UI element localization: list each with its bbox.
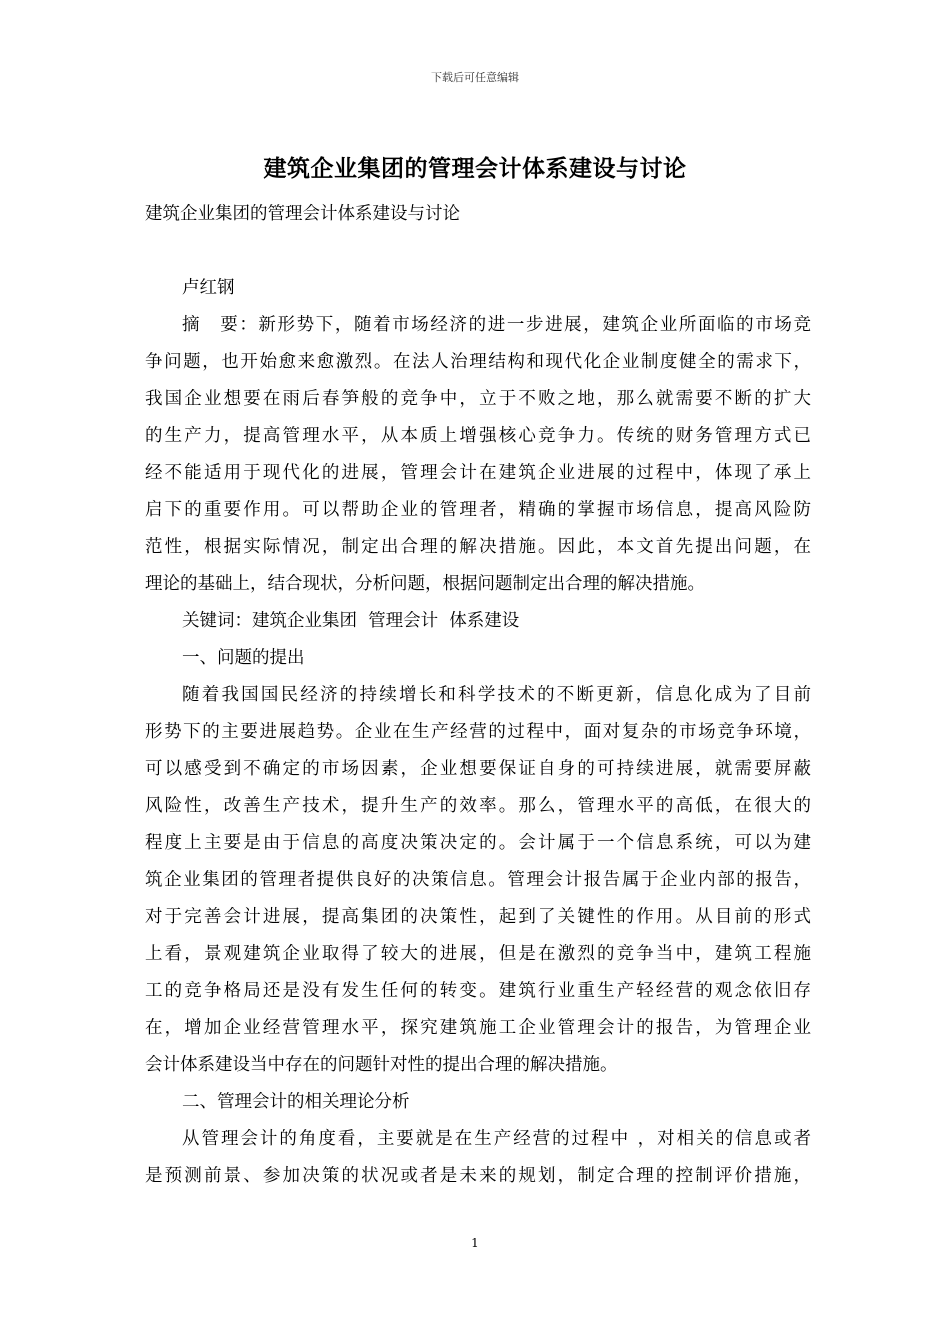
paragraph-line: 风险性，改善生产技术，提升生产的效率。那么，管理水平的高低，在很大的 xyxy=(145,796,811,816)
section-heading: 一、问题的提出 xyxy=(182,648,305,668)
paragraph-line: 上看，景观建筑企业取得了较大的进展，但是在激烈的竞争当中，建筑工程施 xyxy=(145,944,811,964)
paragraph-line: 我国企业想要在雨后春笋般的竞争中，立于不败之地，那么就需要不断的扩大 xyxy=(145,389,811,409)
paragraph-line: 理论的基础上，结合现状，分析问题，根据问题制定出合理的解决措施。 xyxy=(145,574,705,594)
document-body xyxy=(145,196,811,1195)
document-title: 建筑企业集团的管理会计体系建设与讨论 xyxy=(263,155,687,182)
paragraph-line: 争问题，也开始愈来愈激烈。在法人治理结构和现代化企业制度健全的需求下， xyxy=(145,352,811,372)
paragraph-line: 启下的重要作用。可以帮助企业的管理者，精确的掌握市场信息，提高风险防 xyxy=(145,500,811,520)
paragraph-line: 经不能适用于现代化的进展，管理会计在建筑企业进展的过程中，体现了承上 xyxy=(145,463,811,483)
paragraph-line: 随着我国国民经济的持续增长和科学技术的不断更新，信息化成为了目前 xyxy=(182,685,811,705)
paragraph-line: 的生产力，提高管理水平，从本质上增强核心竞争力。传统的财务管理方式已 xyxy=(145,426,811,446)
header-note: 下载后可任意编辑 xyxy=(431,71,519,84)
section-heading: 二、管理会计的相关理论分析 xyxy=(182,1092,410,1112)
paragraph-line: 在，增加企业经营管理水平，探究建筑施工企业管理会计的报告，为管理企业 xyxy=(145,1018,811,1038)
paragraph-line: 程度上主要是由于信息的高度决策决定的。会计属于一个信息系统，可以为建 xyxy=(145,833,811,853)
paragraph-line: 是预测前景、参加决策的状况或者是未来的规划，制定合理的控制评价措施， xyxy=(145,1166,811,1186)
section1-paragraph xyxy=(145,677,811,1084)
paragraph-line: 可以感受到不确定的市场因素，企业想要保证自身的可持续进展，就需要屏蔽 xyxy=(145,759,811,779)
blank-line xyxy=(145,233,811,270)
paragraph-line: 筑企业集团的管理者提供良好的决策信息。管理会计报告属于企业内部的报告， xyxy=(145,870,811,890)
paragraph-line: 范性，根据实际情况，制定出合理的解决措施。因此，本文首先提出问题，在 xyxy=(145,537,811,557)
page-number: 1 xyxy=(471,1236,479,1250)
section2-paragraph xyxy=(145,1121,811,1195)
paragraph-line: 会计体系建设当中存在的问题针对性的提出合理的解决措施。 xyxy=(145,1055,618,1075)
author-name: 卢红钢 xyxy=(182,278,235,298)
document-subtitle: 建筑企业集团的管理会计体系建设与讨论 xyxy=(145,204,460,224)
keywords: 关键词：建筑企业集团 管理会计 体系建设 xyxy=(182,611,520,631)
paragraph-line: 摘 要：新形势下，随着市场经济的进一步进展，建筑企业所面临的市场竞 xyxy=(182,315,811,335)
paragraph-line: 工的竞争格局还是没有发生任何的转变。建筑行业重生产轻经营的观念依旧存 xyxy=(145,981,811,1001)
paragraph-line: 从管理会计的角度看，主要就是在生产经营的过程中 ，对相关的信息或者 xyxy=(182,1129,811,1149)
abstract-paragraph xyxy=(145,307,811,603)
paragraph-line: 对于完善会计进展，提高集团的决策性，起到了关键性的作用。从目前的形式 xyxy=(145,907,811,927)
paragraph-line: 形势下的主要进展趋势。企业在生产经营的过程中，面对复杂的市场竞争环境， xyxy=(145,722,811,742)
